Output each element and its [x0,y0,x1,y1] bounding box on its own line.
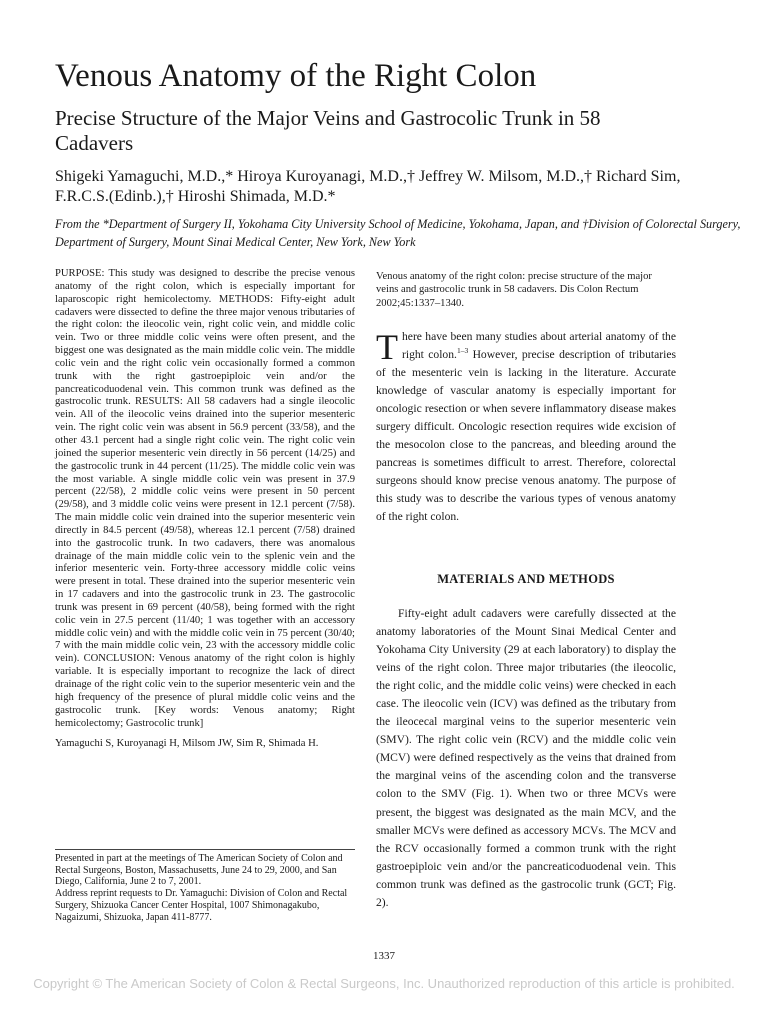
footnote-divider [55,849,355,850]
methods-paragraph: Fifty-eight adult cadavers were carefully dissected at the anatomy laboratories of the Mount Sinai Medical Center and Yokohama City University (29 at each laboratory) to display the veins of the right colon. Three major tributaries (the ileocolic, the right colic, and the middle colic veins) were checked in each case. The ileocolic vein (ICV) was defined as the tributary from the ileocecal marginal veins to the superior mesenteric vein (SMV). The right colic vein (RCV) and the middle colic vein (MCV) were defined respectively as the veins that drained from the marginal veins of the ascending colon and the transverse colon to the SMV (Fig. 1). When two or three MCVs were present, the biggest was designated as the main MCV, and the smaller MCVs were defined as accessory MCVs. The MCV and the RCV occasionally formed a common trunk with the right gastroepiploic vein and/or the pancreaticoduodenal vein. This common trunk was defined as the gastrocolic trunk (GCT; Fig. 2). [376,607,676,909]
introduction-paragraph [376,328,676,527]
intro-text-part1: here have been many studies about arterial anatomy of the right colon. [402,330,676,362]
abstract-text: PURPOSE: This study was designed to describe the precise venous anatomy of the right colon, which is especially important for laparoscopic right hemicolectomy. METHODS: Fifty-eight adult cadavers were dissected to define the three major venous tributaries of the right colon: the ileocolic vein, right colic vein, and middle colic vein. Two or three middle colic veins were often present, and the biggest one was designated as the main middle colic vein. The middle colic vein and the right colic vein occasionally formed a common trunk with the right gastroepiploic vein and/or the pancreaticoduodenal vein. This common trunk was defined as the gastrocolic trunk. RESULTS: All 58 cadavers had a single ileocolic vein. All of the ileocolic veins drained into the superior mesenteric vein. The right colic vein was absent in 56.9 percent (33/58), and the other 43.1 percent had a single right colic vein. The right colic vein joined the superior mesenteric vein directly in 56 percent (14/25) and the gastrocolic trunk in 44 percent (11/25). The middle colic vein was the most variable. A single middle colic vein was present in 37.9 percent (22/58), 2 middle colic veins were present in 50 percent (29/58), and 3 middle colic veins were present in 12.1 percent (7/58). The main middle colic vein drained into the superior mesenteric vein directly in 84.5 percent (49/58), whereas 12.1 percent (7/58) drained into the gastrocolic trunk. In two cadavers, there was anomalous drainage of the main middle colic vein to the splenic vein and the inferior mesenteric vein. Forty-three accessory middle colic veins were present in total. These drained into the superior mesenteric vein in 17 cadavers and into the gastrocolic trunk in 23. The gastrocolic trunk was present in 69 percent (40/58), being formed with the right colic vein in 27.5 percent (11/40; 1 was together with an accessory middle colic vein) and with the middle colic vein in 75 percent (30/40; 7 with the main middle colic vein, 23 with the accessory middle colic vein). CONCLUSION: Venous anatomy of the right colon is highly variable. It is especially important to recognize the lack of direct drainage of the right colic vein to the superior mesenteric vein and the high frequency of the presence of plural middle colic veins and the gastrocolic trunk. [Key words: Venous anatomy; Right hemicolectomy; Gastrocolic trunk] [55,268,355,729]
copyright-watermark: Copyright © The American Society of Colon & Rectal Surgeons, Inc. Unauthorized reproduction of this article is prohibited. [33,976,735,991]
citation-block [376,270,676,310]
footnote [55,853,355,923]
intro-text-part2: However, precise description of tributaries of the mesenteric vein is lacking in the literature. Accurate knowledge of vascular anatomy is especially important for oncologic resection or when severe inflammatory disease makes surgery difficult. Oncologic resection requires wide excision of the mesocolon close to the pancreas, and bleeding around the pancreas is sometimes difficult to arrest. Therefore, colorectal surgeons should know precise venous anatomy. The purpose of this study was to describe the various types of venous anatomy of the right colon. [376,348,676,524]
affiliation: From the *Department of Surgery II, Yokohama City University School of Medicine, Yokohama, Japan, and †Division of Colorectal Surgery, Department of Surgery, Mount Sinai Medical Center, New York, New York [55,217,741,249]
footnote-presented: Presented in part at the meetings of The American Society of Colon and Rectal Surgeons, Boston, Massachusetts, June 24 to 29, 2000, and San Diego, California, June 2 to 7, 2001. [55,853,343,888]
author-list: Shigeki Yamaguchi, M.D.,* Hiroya Kuroyanagi, M.D.,† Jeffrey W. Milsom, M.D.,† Richard Sim, F.R.C.S.(Edinb.),† Hiroshi Shimada, M.D.* [55,168,681,205]
section-heading-methods: MATERIALS AND METHODS [437,572,615,586]
article-subtitle: Precise Structure of the Major Veins and Gastrocolic Trunk in 58 Cadavers [55,106,601,155]
reference-superscript: 1–3 [456,346,469,356]
drop-cap: T [376,327,398,367]
abstract-column [55,268,355,750]
page-number: 1337 [373,950,395,962]
citation-authors: Yamaguchi S, Kuroyanagi H, Milsom JW, Sim R, Shimada H. [55,738,319,750]
article-title: Venous Anatomy of the Right Colon [55,58,537,94]
journal-citation: Venous anatomy of the right colon: precise structure of the major veins and gastrocolic trunk in 58 cadavers. Dis Colon Rectum 2002;45:1337–1340. [376,271,652,309]
footnote-reprints: Address reprint requests to Dr. Yamaguchi: Division of Colon and Rectal Surgery, Shizuoka Cancer Center Hospital, 1007 Shimonagakubo, Nagaizumi, Shizuoka, Japan 411-8777. [55,888,348,923]
